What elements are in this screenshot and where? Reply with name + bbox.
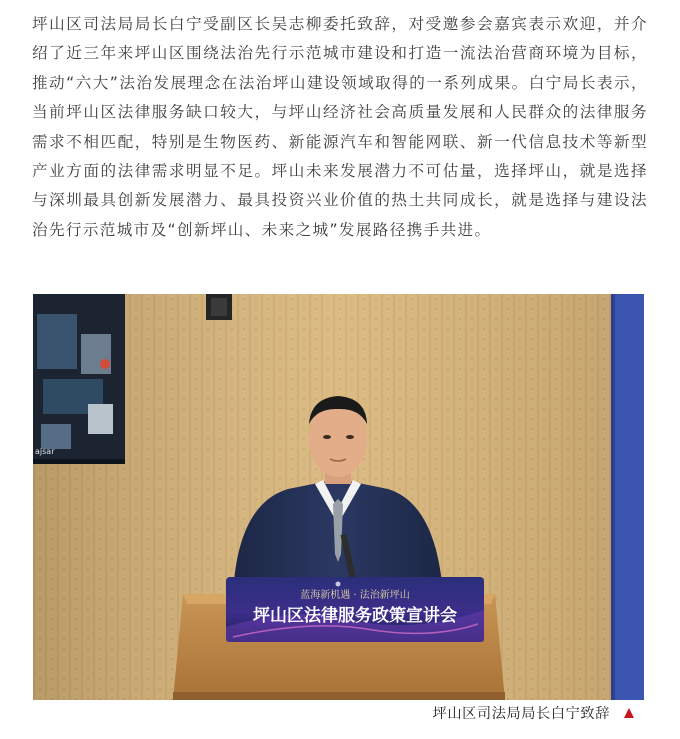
- photo-caption: [433, 703, 634, 723]
- speaker-photo: [33, 294, 644, 700]
- caption-text: 坪山区司法局局长白宁致辞: [432, 706, 610, 722]
- blue-pillar: [611, 294, 644, 700]
- banner-slogan: 蓝海新机遇 · 法治新坪山: [300, 590, 410, 601]
- screen-partial-text: ajsar: [35, 447, 55, 456]
- article-paragraph: 坪山区司法局局长白宁受副区长吴志柳委托致辞，对受邀参会嘉宾表示欢迎，并介绍了近三年来坪山区围绕法治先行示范城市建设和打造一流法治营商环境为目标，推动“六大”法治发展理念在法治坪山建设领域取得的一系列成果。白宁局长表示，当前坪山区法律服务缺口较大，与坪山经济社会高质量发展和人民群众的法律服务需求不相匹配，特别是生物医药、新能源汽车和智能网联、新一代信息技术等新型产业方面的法律需求明显不足。坪山未来发展潜力不可估量，选择坪山，就是选择与深圳最具创新发展潜力、最具投资兴业价值的热土共同成长，就是选择与建设法治先行示范城市及“创新坪山、未来之城”发展路径携手共进。: [32, 15, 648, 239]
- podium-banner: [226, 577, 484, 642]
- projection-screen: [33, 294, 125, 464]
- banner-title: 坪山区法律服务政策宣讲会: [253, 606, 457, 626]
- caption-marker-icon: [624, 708, 634, 718]
